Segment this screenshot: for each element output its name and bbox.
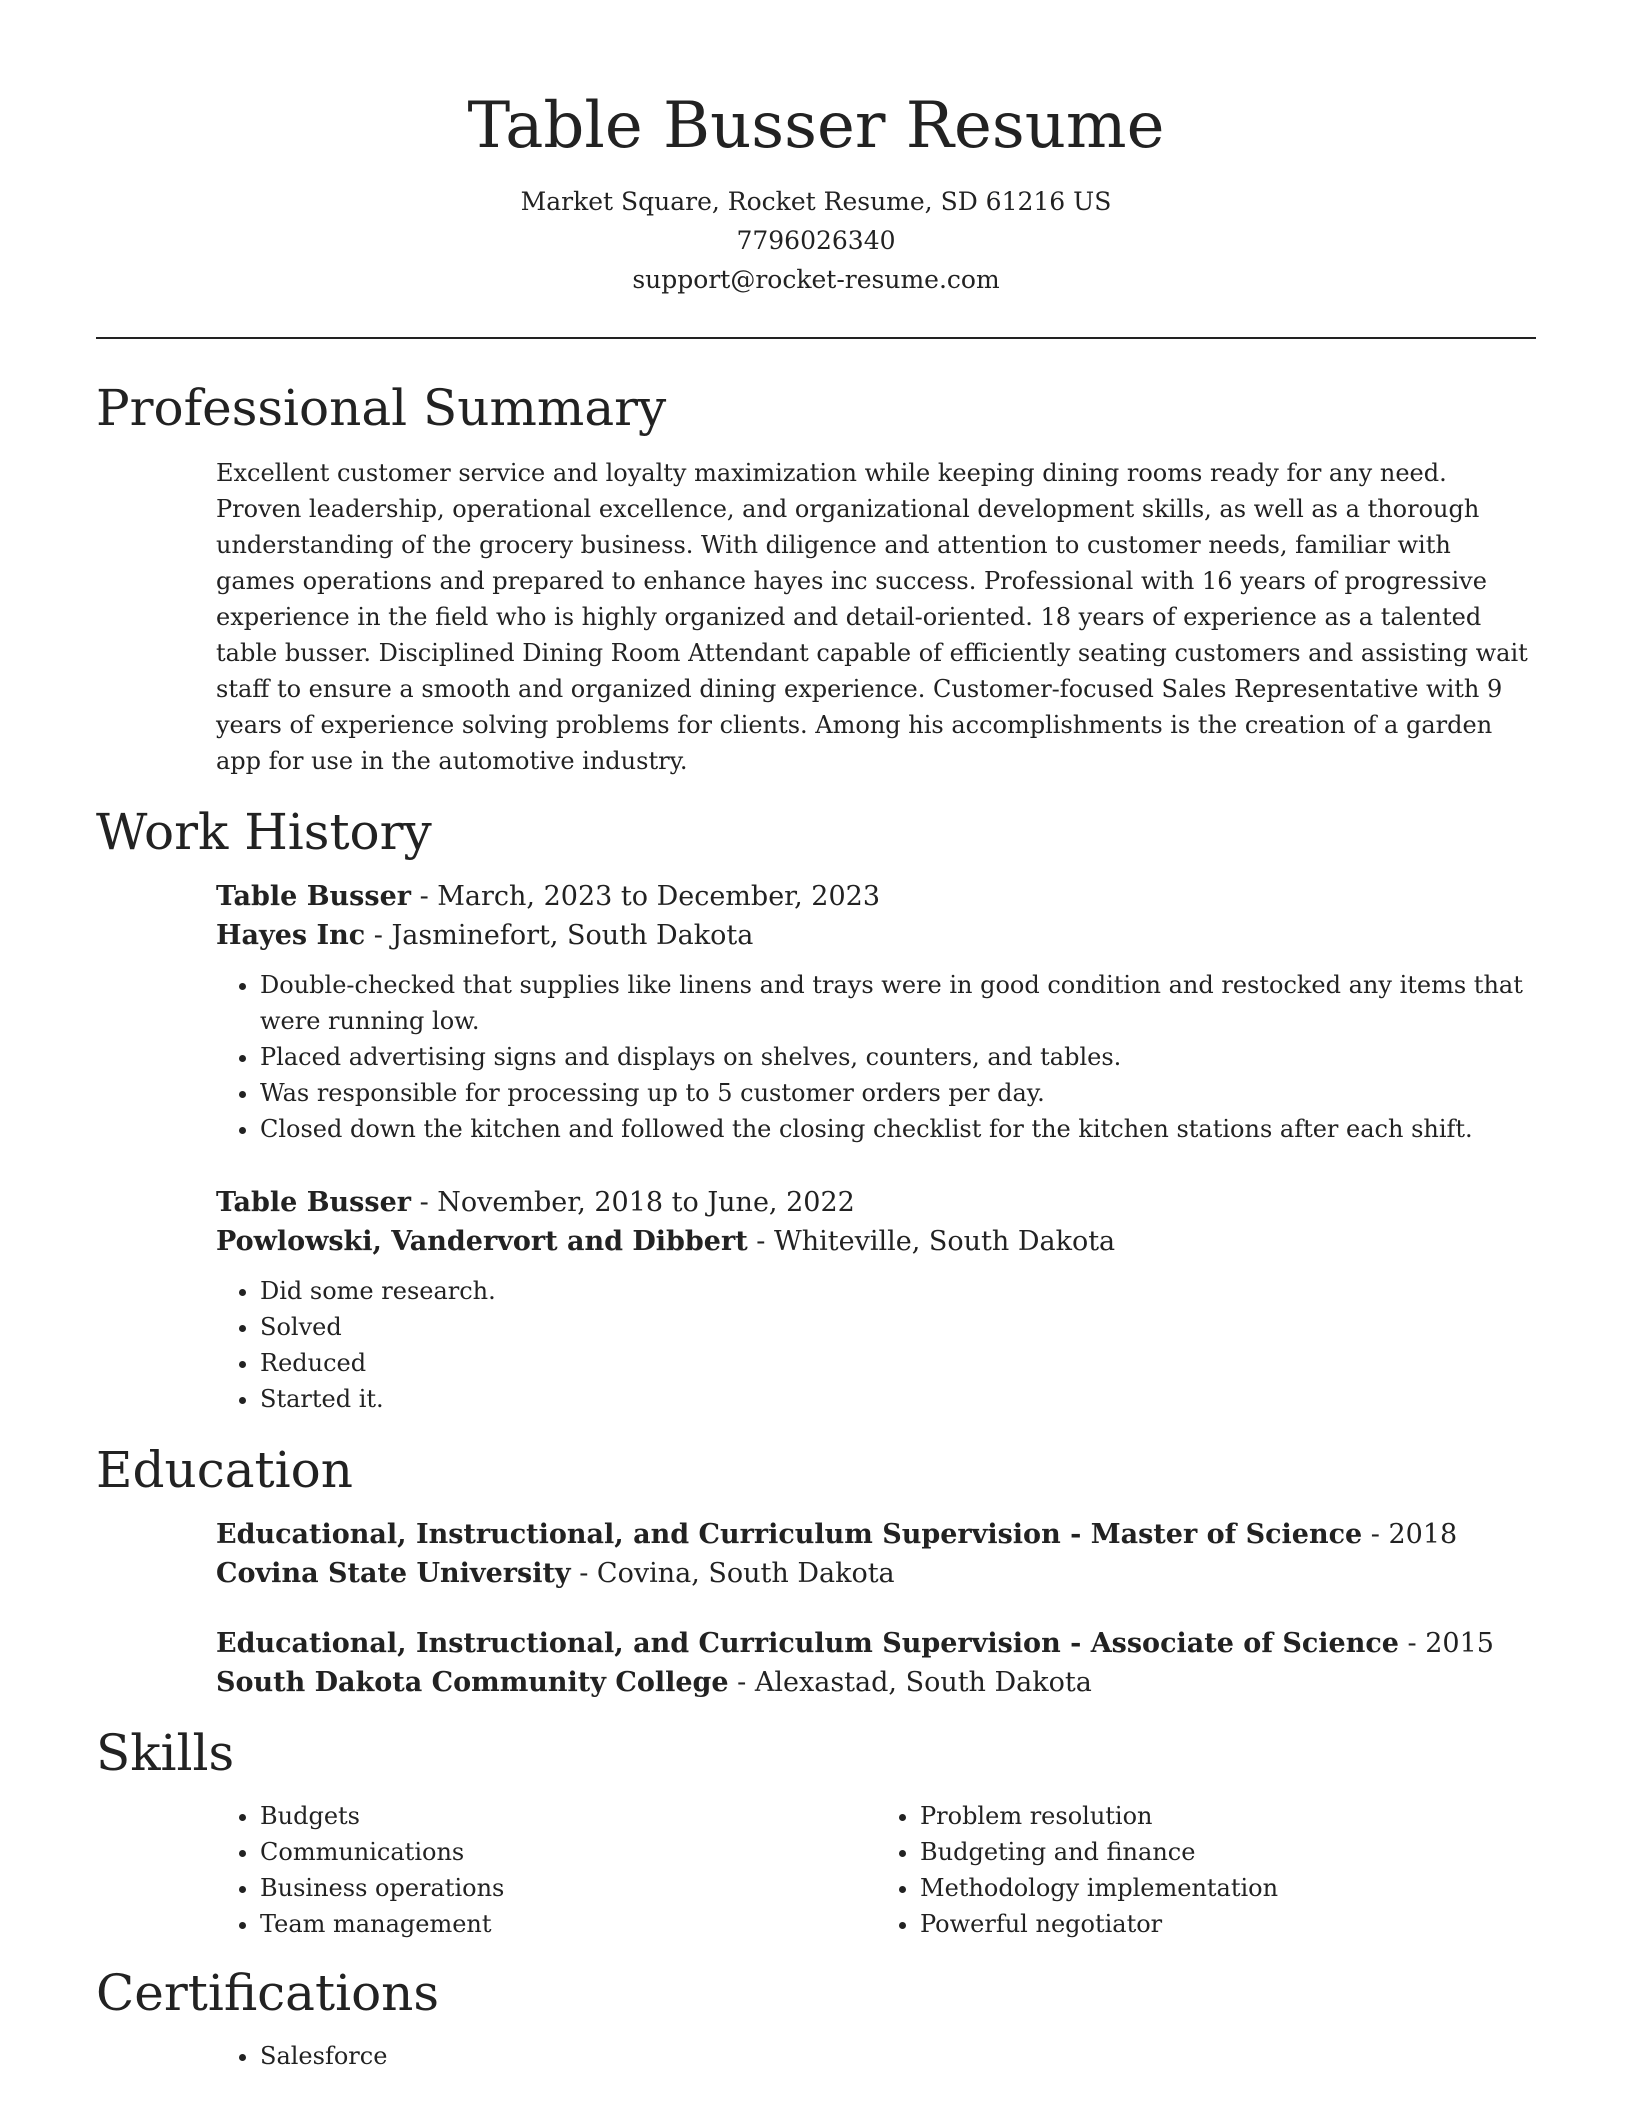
job-bullet: • Reduced xyxy=(260,1345,1536,1381)
skills-grid xyxy=(216,1798,1536,1942)
certifications-section xyxy=(96,1962,1536,2074)
job-company-line xyxy=(216,1222,1536,1261)
education-degree-line xyxy=(216,1515,1536,1554)
certifications-block xyxy=(216,2038,1536,2074)
education-entry xyxy=(216,1624,1536,1702)
job-bullets xyxy=(216,1273,1536,1417)
skill-item: • Budgets xyxy=(260,1798,876,1834)
education-school-line xyxy=(216,1554,1536,1593)
job-dates: - March, 2023 to December, 2023 xyxy=(410,881,880,912)
job-title-line xyxy=(216,877,1536,916)
skills-section xyxy=(96,1722,1536,1942)
skills-list-left xyxy=(216,1798,876,1942)
header-divider xyxy=(96,337,1536,339)
job-bullet: • Placed advertising signs and displays on shelves, counters, and tables. xyxy=(260,1039,1536,1075)
certification-item: • Salesforce xyxy=(260,2038,1536,2074)
education-degree-line xyxy=(216,1624,1536,1663)
summary-section xyxy=(96,377,1536,779)
skill-item: • Communications xyxy=(260,1834,876,1870)
job-title: Table Busser xyxy=(216,881,411,912)
education-field: Educational, Instructional, and Curriculum Supervision - Master of Science xyxy=(216,1519,1363,1550)
contact-address: Market Square, Rocket Resume, SD 61216 US xyxy=(520,187,1112,216)
education-school: South Dakota Community College xyxy=(216,1667,729,1698)
job-title-line xyxy=(216,1183,1536,1222)
job-company-line xyxy=(216,916,1536,955)
contact-phone: 7796026340 xyxy=(736,226,896,255)
contact-block xyxy=(96,182,1536,299)
job-location: - Jasminefort, South Dakota xyxy=(365,920,754,951)
education-school-line xyxy=(216,1663,1536,1702)
resume-header xyxy=(96,0,1536,299)
education-school: Covina State University xyxy=(216,1558,571,1589)
education-entry xyxy=(216,1515,1536,1593)
job-company: Powlowski, Vandervort and Dibbert xyxy=(216,1226,748,1257)
summary-text: Excellent customer service and loyalty maximization while keeping dining rooms ready for any need. Proven leadership, operational excellence, and organizational development skills, as well as a thorough understanding of the grocery business. With diligence and attention to customer needs, familiar with games operations and prepared to enhance hayes inc success. Professional with 16 years of progressive experience in the field who is highly organized and detail-oriented. 18 years of experience as a talented table busser. Disciplined Dining Room Attendant capable of efficiently seating customers and assisting wait staff to ensure a smooth and organized dining experience. Customer-focused Sales Representative with 9 years of experience solving problems for clients. Among his accomplishments is the creation of a garden app for use in the automotive industry. xyxy=(216,459,1528,775)
contact-email: support@rocket-resume.com xyxy=(632,265,1000,294)
education-year: - 2018 xyxy=(1362,1519,1458,1550)
skill-item: • Powerful negotiator xyxy=(920,1906,1536,1942)
job-bullets xyxy=(216,967,1536,1147)
job-bullet: • Closed down the kitchen and followed the closing checklist for the kitchen stations after each shift. xyxy=(260,1111,1536,1147)
job-bullet: • Did some research. xyxy=(260,1273,1536,1309)
education-location: - Alexastad, South Dakota xyxy=(728,1667,1092,1698)
job-bullet: • Solved xyxy=(260,1309,1536,1345)
job-entry xyxy=(216,1183,1536,1417)
certifications-list xyxy=(216,2038,1536,2074)
job-entry xyxy=(216,877,1536,1147)
resume-title: Table Busser Resume xyxy=(467,89,1165,163)
education-section xyxy=(96,1439,1536,1702)
summary-heading: Professional Summary xyxy=(96,379,667,437)
education-field: Educational, Instructional, and Curriculum Supervision - Associate of Science xyxy=(216,1628,1399,1659)
job-bullet: • Was responsible for processing up to 5 customer orders per day. xyxy=(260,1075,1536,1111)
certifications-heading: Certifications xyxy=(96,1964,440,2022)
work-history-heading: Work History xyxy=(96,803,432,861)
education-location: - Covina, South Dakota xyxy=(570,1558,895,1589)
skill-item: • Methodology implementation xyxy=(920,1870,1536,1906)
job-bullet: • Started it. xyxy=(260,1381,1536,1417)
skills-list-right xyxy=(876,1798,1536,1942)
job-dates: - November, 2018 to June, 2022 xyxy=(410,1187,855,1218)
education-heading: Education xyxy=(96,1441,353,1499)
skill-item: • Team management xyxy=(260,1906,876,1942)
skills-heading: Skills xyxy=(96,1724,235,1782)
job-location: - Whiteville, South Dakota xyxy=(747,1226,1116,1257)
job-title: Table Busser xyxy=(216,1187,411,1218)
work-history-section xyxy=(96,801,1536,1417)
job-bullet: • Double-checked that supplies like linens and trays were in good condition and restocked any items that were running low. xyxy=(260,967,1536,1039)
skill-item: • Business operations xyxy=(260,1870,876,1906)
skill-item: • Problem resolution xyxy=(920,1798,1536,1834)
job-company: Hayes Inc xyxy=(216,920,366,951)
skill-item: • Budgeting and finance xyxy=(920,1834,1536,1870)
education-year: - 2015 xyxy=(1398,1628,1494,1659)
